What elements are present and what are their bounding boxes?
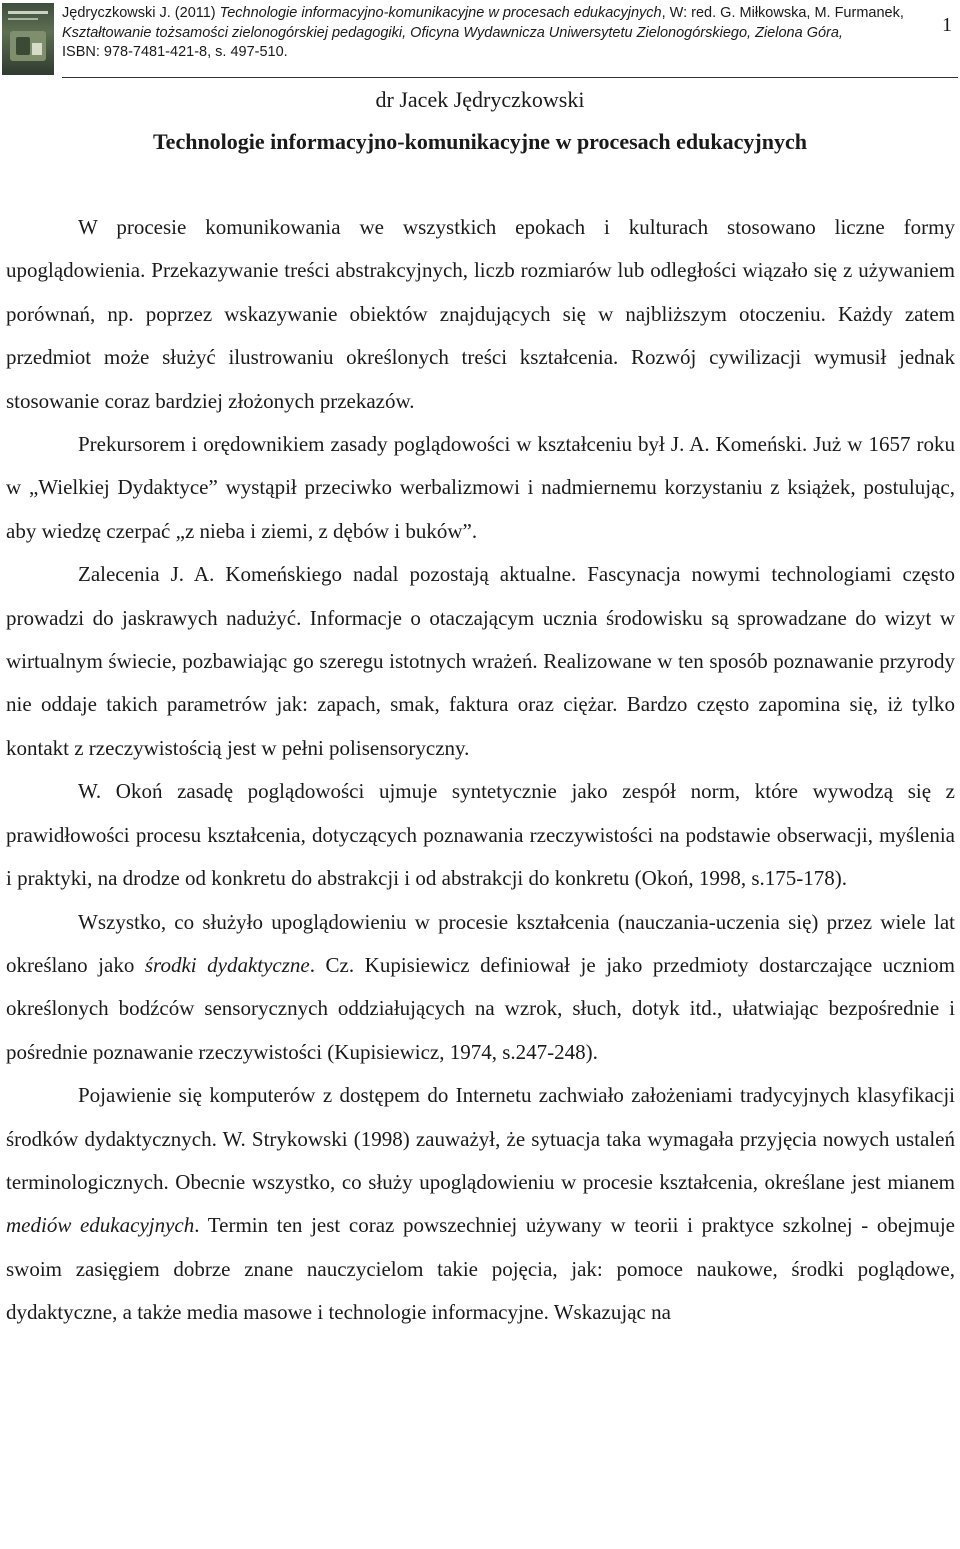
emphasis-term: środki dydaktyczne: [144, 952, 310, 977]
citation-line-1: Jędryczkowski J. (2011) Technologie informacyjno-komunikacyjne w procesach edukacyjnych, W: red. G. Miłkowska, M. Furmanek,: [62, 5, 904, 21]
paragraph: Pojawienie się komputerów z dostępem do Internetu zachwiało założeniami tradycyjnych klasyfikacji środków dydaktycznych. W. Strykowski (1998) zauważył, że sytuacja taka wymagała przyjęcia nowych ustaleń terminologicznych. Obecnie wszystko, co służy upoglądowieniu w procesie kształcenia, określane jest mianem mediów edukacyjnych. Termin ten jest coraz powszechniej używany w teorii i praktyce szkolnej - obejmuje swoim zasięgiem dobrze znane nauczycielom takie pojęcia, jak: pomoce naukowe, środki poglądowe, dydaktyczne, a także media masowe i technologie informacyjne. Wskazując na: [6, 1083, 955, 1325]
citation: [62, 4, 922, 63]
document-title: Technologie informacyjno-komunikacyjne w procesach edukacyjnych: [153, 129, 807, 154]
header-divider: [62, 77, 958, 78]
author-name: dr Jacek Jędryczkowski: [375, 87, 585, 112]
document-body: [6, 206, 955, 1335]
citation-isbn: ISBN: 978-7481-421-8, s. 497-510.: [62, 44, 288, 60]
page-header: [0, 0, 960, 80]
page-number: 1: [942, 14, 952, 36]
paragraph: Prekursorem i orędownikiem zasady poglądowości w kształceniu był J. A. Komeński. Już w 1657 roku w „Wielkiej Dydaktyce” wystąpił przeciwko werbalizmowi i nadmiernemu korzystaniu z książek, postulując, aby wiedzę czerpać „z nieba i ziemi, z dębów i buków”.: [6, 432, 955, 543]
citation-title: Technologie informacyjno-komunikacyjne w procesach edukacyjnych: [219, 5, 662, 21]
paragraph: W procesie komunikowania we wszystkich epokach i kulturach stosowano liczne formy upoglądowienia. Przekazywanie treści abstrakcyjnych, liczb rozmiarów lub odległości wiązało się z używaniem porównań, np. poprzez wskazywanie obiektów znajdujących się w najbliższym otoczeniu. Każdy zatem przedmiot może służyć ilustrowaniu określonych treści kształcenia. Rozwój cywilizacji wymusił jednak stosowanie coraz bardziej złożonych przekazów.: [6, 215, 955, 413]
paragraph: Zalecenia J. A. Komeńskiego nadal pozostają aktualne. Fascynacja nowymi technologiami często prowadzi do jaskrawych nadużyć. Informacje o otaczającym ucznia środowisku są sprowadzane do wizyt w wirtualnym świecie, pozbawiając go szeregu istotnych wrażeń. Realizowane w ten sposób poznawanie przyrody nie oddaje takich parametrów jak: zapach, smak, faktura oraz ciężar. Bardzo często zapomina się, iż tylko kontakt z rzeczywistością jest w pełni polisensoryczny.: [6, 562, 955, 760]
emphasis-term: mediów edukacyjnych: [6, 1213, 195, 1238]
book-cover-thumbnail: [2, 3, 54, 75]
paragraph: Wszystko, co służyło upoglądowieniu w procesie kształcenia (nauczania-uczenia się) przez wiele lat określano jako środki dydaktyczne. Cz. Kupisiewicz definiował je jako przedmioty dostarczające uczniom określonych bodźców sensorycznych oddziałujących na wzrok, słuch, dotyk itd., ułatwiając bezpośrednie i pośrednie poznawanie rzeczywistości (Kupisiewicz, 1974, s.247-248).: [6, 909, 955, 1064]
paragraph: W. Okoń zasadę poglądowości ujmuje syntetycznie jako zespół norm, które wywodzą się z prawidłowości procesu kształcenia, dotyczących poznawania rzeczywistości na podstawie obserwacji, myślenia i praktyki, na drodze od konkretu do abstrakcji i od abstrakcji do konkretu (Okoń, 1998, s.175-178).: [6, 779, 955, 891]
citation-line-2: Kształtowanie tożsamości zielonogórskiej pedagogiki, Oficyna Wydawnicza Uniwersytetu Zielonogórskiego, Zielona Góra,: [62, 24, 843, 41]
